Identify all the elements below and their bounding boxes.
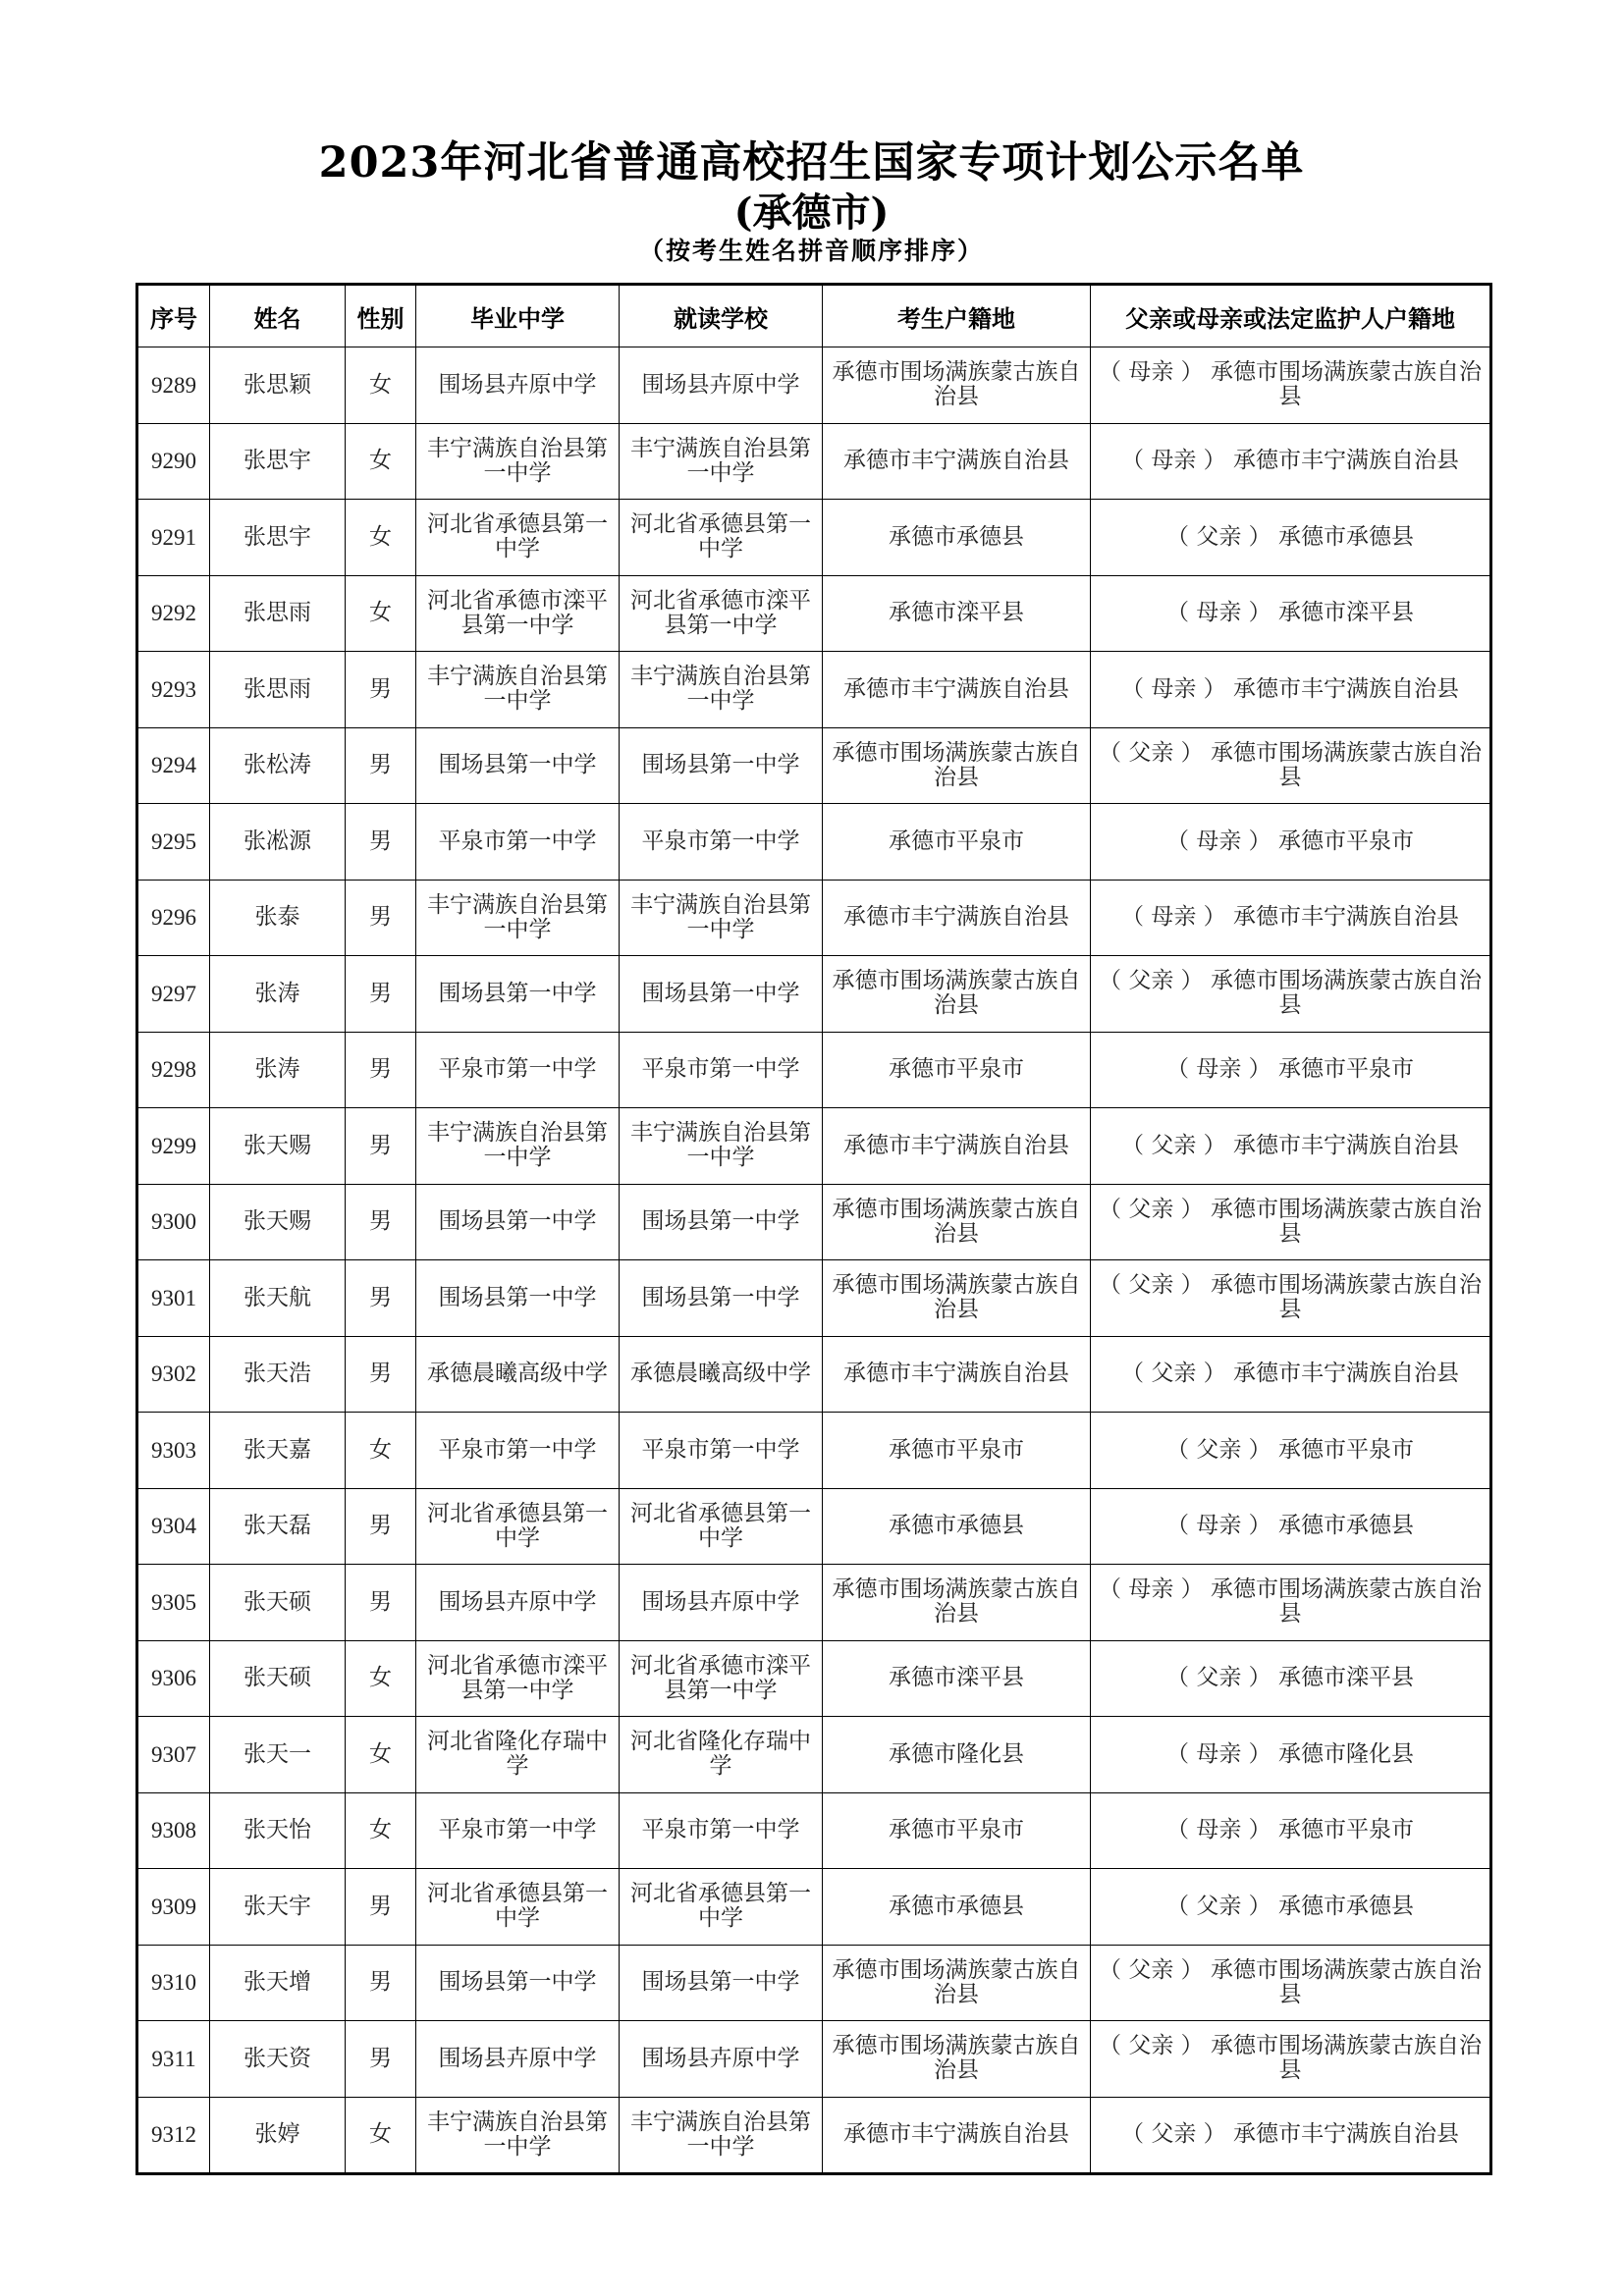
cell-no: 9290 xyxy=(137,423,210,500)
cell-guardian: （ 父亲 ） 承德市围场满族蒙古族自治县 xyxy=(1091,1184,1491,1260)
candidate-table xyxy=(135,283,1492,2175)
cell-name: 张涛 xyxy=(210,1032,346,1108)
cell-gender: 男 xyxy=(346,804,416,881)
cell-no: 9295 xyxy=(137,804,210,881)
cell-hukou: 承德市丰宁满族自治县 xyxy=(823,880,1091,956)
cell-name: 张天增 xyxy=(210,1945,346,2021)
col-header-name: 姓名 xyxy=(210,285,346,347)
table-row xyxy=(137,1260,1491,1337)
cell-grad-school: 丰宁满族自治县第一中学 xyxy=(416,880,620,956)
cell-study-school: 围场县第一中学 xyxy=(620,956,823,1033)
cell-gender: 男 xyxy=(346,1869,416,1946)
cell-name: 张天嘉 xyxy=(210,1413,346,1489)
cell-study-school: 河北省承德市滦平县第一中学 xyxy=(620,1640,823,1717)
cell-gender: 女 xyxy=(346,1413,416,1489)
cell-hukou: 承德市平泉市 xyxy=(823,1792,1091,1869)
cell-no: 9305 xyxy=(137,1565,210,1641)
cell-grad-school: 河北省承德市滦平县第一中学 xyxy=(416,575,620,652)
table-row xyxy=(137,347,1491,424)
cell-no: 9304 xyxy=(137,1488,210,1565)
cell-no: 9296 xyxy=(137,880,210,956)
cell-hukou: 承德市围场满族蒙古族自治县 xyxy=(823,1945,1091,2021)
cell-study-school: 围场县第一中学 xyxy=(620,727,823,804)
cell-gender: 女 xyxy=(346,1792,416,1869)
cell-grad-school: 围场县第一中学 xyxy=(416,956,620,1033)
table-row xyxy=(137,652,1491,728)
cell-guardian: （ 父亲 ） 承德市围场满族蒙古族自治县 xyxy=(1091,2021,1491,2098)
cell-guardian: （ 母亲 ） 承德市滦平县 xyxy=(1091,575,1491,652)
cell-gender: 女 xyxy=(346,500,416,576)
cell-guardian: （ 母亲 ） 承德市丰宁满族自治县 xyxy=(1091,652,1491,728)
cell-no: 9299 xyxy=(137,1108,210,1185)
page-title: 2023年河北省普通高校招生国家专项计划公示名单 xyxy=(318,138,1305,187)
cell-guardian: （ 父亲 ） 承德市承德县 xyxy=(1091,500,1491,576)
cell-gender: 男 xyxy=(346,956,416,1033)
col-header-study-school: 就读学校 xyxy=(620,285,823,347)
cell-guardian: （ 母亲 ） 承德市平泉市 xyxy=(1091,804,1491,881)
cell-no: 9297 xyxy=(137,956,210,1033)
cell-name: 张天硕 xyxy=(210,1565,346,1641)
cell-no: 9293 xyxy=(137,652,210,728)
cell-guardian: （ 母亲 ） 承德市围场满族蒙古族自治县 xyxy=(1091,1565,1491,1641)
cell-study-school: 平泉市第一中学 xyxy=(620,1413,823,1489)
cell-name: 张天硕 xyxy=(210,1640,346,1717)
cell-no: 9301 xyxy=(137,1260,210,1337)
cell-hukou: 承德市丰宁满族自治县 xyxy=(823,2097,1091,2174)
cell-grad-school: 河北省承德市滦平县第一中学 xyxy=(416,1640,620,1717)
table-row xyxy=(137,727,1491,804)
cell-guardian: （ 父亲 ） 承德市围场满族蒙古族自治县 xyxy=(1091,727,1491,804)
table-row xyxy=(137,804,1491,881)
cell-name: 张天磊 xyxy=(210,1488,346,1565)
cell-guardian: （ 父亲 ） 承德市丰宁满族自治县 xyxy=(1091,1108,1491,1185)
table-row xyxy=(137,1032,1491,1108)
cell-hukou: 承德市丰宁满族自治县 xyxy=(823,423,1091,500)
table-row xyxy=(137,1640,1491,1717)
cell-no: 9303 xyxy=(137,1413,210,1489)
cell-study-school: 围场县卉原中学 xyxy=(620,1565,823,1641)
cell-gender: 女 xyxy=(346,347,416,424)
cell-study-school: 围场县第一中学 xyxy=(620,1184,823,1260)
cell-gender: 男 xyxy=(346,1488,416,1565)
cell-guardian: （ 父亲 ） 承德市围场满族蒙古族自治县 xyxy=(1091,1945,1491,2021)
cell-grad-school: 围场县第一中学 xyxy=(416,1260,620,1337)
cell-name: 张天怡 xyxy=(210,1792,346,1869)
cell-grad-school: 承德晨曦高级中学 xyxy=(416,1336,620,1413)
table-row xyxy=(137,956,1491,1033)
cell-grad-school: 平泉市第一中学 xyxy=(416,804,620,881)
cell-no: 9308 xyxy=(137,1792,210,1869)
cell-hukou: 承德市承德县 xyxy=(823,1488,1091,1565)
table-header-row xyxy=(137,285,1491,347)
cell-guardian: （ 父亲 ） 承德市围场满族蒙古族自治县 xyxy=(1091,956,1491,1033)
cell-study-school: 河北省承德县第一中学 xyxy=(620,1869,823,1946)
cell-hukou: 承德市平泉市 xyxy=(823,1032,1091,1108)
cell-grad-school: 丰宁满族自治县第一中学 xyxy=(416,652,620,728)
cell-no: 9310 xyxy=(137,1945,210,2021)
table-row xyxy=(137,1488,1491,1565)
cell-gender: 女 xyxy=(346,2097,416,2174)
cell-guardian: （ 父亲 ） 承德市丰宁满族自治县 xyxy=(1091,2097,1491,2174)
cell-hukou: 承德市丰宁满族自治县 xyxy=(823,1336,1091,1413)
cell-hukou: 承德市围场满族蒙古族自治县 xyxy=(823,1565,1091,1641)
cell-hukou: 承德市围场满族蒙古族自治县 xyxy=(823,2021,1091,2098)
table-row xyxy=(137,1565,1491,1641)
cell-guardian: （ 母亲 ） 承德市平泉市 xyxy=(1091,1792,1491,1869)
cell-hukou: 承德市平泉市 xyxy=(823,1413,1091,1489)
cell-gender: 男 xyxy=(346,1945,416,2021)
cell-grad-school: 丰宁满族自治县第一中学 xyxy=(416,2097,620,2174)
cell-grad-school: 河北省隆化存瑞中学 xyxy=(416,1717,620,1793)
cell-guardian: （ 母亲 ） 承德市围场满族蒙古族自治县 xyxy=(1091,347,1491,424)
cell-gender: 男 xyxy=(346,1032,416,1108)
table-row xyxy=(137,423,1491,500)
cell-gender: 女 xyxy=(346,1640,416,1717)
cell-study-school: 丰宁满族自治县第一中学 xyxy=(620,652,823,728)
cell-name: 张天航 xyxy=(210,1260,346,1337)
cell-study-school: 丰宁满族自治县第一中学 xyxy=(620,423,823,500)
cell-gender: 男 xyxy=(346,1108,416,1185)
cell-study-school: 围场县第一中学 xyxy=(620,1945,823,2021)
cell-gender: 女 xyxy=(346,575,416,652)
cell-name: 张思颖 xyxy=(210,347,346,424)
cell-study-school: 丰宁满族自治县第一中学 xyxy=(620,880,823,956)
col-header-no: 序号 xyxy=(137,285,210,347)
cell-study-school: 围场县卉原中学 xyxy=(620,347,823,424)
table-row xyxy=(137,1413,1491,1489)
cell-gender: 女 xyxy=(346,423,416,500)
col-header-gender: 性别 xyxy=(346,285,416,347)
cell-grad-school: 河北省承德县第一中学 xyxy=(416,500,620,576)
cell-no: 9300 xyxy=(137,1184,210,1260)
cell-no: 9291 xyxy=(137,500,210,576)
cell-name: 张泰 xyxy=(210,880,346,956)
table-row xyxy=(137,1869,1491,1946)
cell-name: 张凇源 xyxy=(210,804,346,881)
cell-name: 张思宇 xyxy=(210,500,346,576)
cell-guardian: （ 父亲 ） 承德市滦平县 xyxy=(1091,1640,1491,1717)
cell-no: 9312 xyxy=(137,2097,210,2174)
cell-name: 张天赐 xyxy=(210,1108,346,1185)
cell-study-school: 平泉市第一中学 xyxy=(620,1032,823,1108)
cell-guardian: （ 父亲 ） 承德市承德县 xyxy=(1091,1869,1491,1946)
cell-grad-school: 河北省承德县第一中学 xyxy=(416,1488,620,1565)
cell-guardian: （ 父亲 ） 承德市平泉市 xyxy=(1091,1413,1491,1489)
cell-name: 张天宇 xyxy=(210,1869,346,1946)
table-row xyxy=(137,2021,1491,2098)
cell-name: 张涛 xyxy=(210,956,346,1033)
cell-name: 张思宇 xyxy=(210,423,346,500)
cell-study-school: 河北省承德市滦平县第一中学 xyxy=(620,575,823,652)
cell-hukou: 承德市围场满族蒙古族自治县 xyxy=(823,347,1091,424)
cell-study-school: 河北省承德县第一中学 xyxy=(620,500,823,576)
cell-no: 9306 xyxy=(137,1640,210,1717)
col-header-hukou: 考生户籍地 xyxy=(823,285,1091,347)
cell-hukou: 承德市围场满族蒙古族自治县 xyxy=(823,727,1091,804)
cell-hukou: 承德市围场满族蒙古族自治县 xyxy=(823,1184,1091,1260)
cell-hukou: 承德市承德县 xyxy=(823,500,1091,576)
cell-grad-school: 丰宁满族自治县第一中学 xyxy=(416,423,620,500)
cell-no: 9294 xyxy=(137,727,210,804)
cell-study-school: 丰宁满族自治县第一中学 xyxy=(620,2097,823,2174)
cell-no: 9302 xyxy=(137,1336,210,1413)
cell-gender: 男 xyxy=(346,727,416,804)
cell-study-school: 丰宁满族自治县第一中学 xyxy=(620,1108,823,1185)
cell-name: 张婷 xyxy=(210,2097,346,2174)
cell-gender: 男 xyxy=(346,1565,416,1641)
cell-name: 张思雨 xyxy=(210,575,346,652)
cell-hukou: 承德市承德县 xyxy=(823,1869,1091,1946)
cell-guardian: （ 母亲 ） 承德市隆化县 xyxy=(1091,1717,1491,1793)
cell-name: 张松涛 xyxy=(210,727,346,804)
table-row xyxy=(137,1792,1491,1869)
cell-grad-school: 河北省承德县第一中学 xyxy=(416,1869,620,1946)
cell-hukou: 承德市滦平县 xyxy=(823,1640,1091,1717)
cell-grad-school: 围场县第一中学 xyxy=(416,1945,620,2021)
page-subtitle: (承德市) xyxy=(733,189,890,236)
cell-name: 张天浩 xyxy=(210,1336,346,1413)
cell-name: 张天一 xyxy=(210,1717,346,1793)
table-row xyxy=(137,575,1491,652)
col-header-guardian: 父亲或母亲或法定监护人户籍地 xyxy=(1091,285,1491,347)
cell-grad-school: 围场县卉原中学 xyxy=(416,1565,620,1641)
cell-name: 张思雨 xyxy=(210,652,346,728)
cell-guardian: （ 母亲 ） 承德市丰宁满族自治县 xyxy=(1091,423,1491,500)
table-body xyxy=(137,347,1491,2174)
table-row xyxy=(137,500,1491,576)
cell-hukou: 承德市围场满族蒙古族自治县 xyxy=(823,1260,1091,1337)
cell-gender: 男 xyxy=(346,1336,416,1413)
cell-grad-school: 丰宁满族自治县第一中学 xyxy=(416,1108,620,1185)
cell-no: 9289 xyxy=(137,347,210,424)
cell-hukou: 承德市丰宁满族自治县 xyxy=(823,652,1091,728)
cell-study-school: 河北省隆化存瑞中学 xyxy=(620,1717,823,1793)
cell-grad-school: 围场县卉原中学 xyxy=(416,2021,620,2098)
cell-hukou: 承德市隆化县 xyxy=(823,1717,1091,1793)
cell-study-school: 平泉市第一中学 xyxy=(620,1792,823,1869)
cell-no: 9309 xyxy=(137,1869,210,1946)
cell-grad-school: 平泉市第一中学 xyxy=(416,1413,620,1489)
cell-grad-school: 围场县第一中学 xyxy=(416,727,620,804)
cell-no: 9298 xyxy=(137,1032,210,1108)
table-row xyxy=(137,1945,1491,2021)
cell-grad-school: 围场县第一中学 xyxy=(416,1184,620,1260)
cell-study-school: 承德晨曦高级中学 xyxy=(620,1336,823,1413)
cell-guardian: （ 母亲 ） 承德市平泉市 xyxy=(1091,1032,1491,1108)
table-row xyxy=(137,1108,1491,1185)
cell-gender: 男 xyxy=(346,880,416,956)
cell-gender: 男 xyxy=(346,2021,416,2098)
table-row xyxy=(137,2097,1491,2174)
table-row xyxy=(137,1717,1491,1793)
cell-gender: 男 xyxy=(346,652,416,728)
cell-grad-school: 平泉市第一中学 xyxy=(416,1792,620,1869)
cell-no: 9292 xyxy=(137,575,210,652)
sort-note: （按考生姓名拼音顺序排序） xyxy=(638,237,984,265)
col-header-grad-school: 毕业中学 xyxy=(416,285,620,347)
cell-no: 9311 xyxy=(137,2021,210,2098)
table-row xyxy=(137,1184,1491,1260)
cell-name: 张天资 xyxy=(210,2021,346,2098)
cell-guardian: （ 母亲 ） 承德市承德县 xyxy=(1091,1488,1491,1565)
cell-study-school: 河北省承德县第一中学 xyxy=(620,1488,823,1565)
cell-gender: 女 xyxy=(346,1717,416,1793)
cell-hukou: 承德市围场满族蒙古族自治县 xyxy=(823,956,1091,1033)
table-row xyxy=(137,880,1491,956)
cell-no: 9307 xyxy=(137,1717,210,1793)
cell-hukou: 承德市丰宁满族自治县 xyxy=(823,1108,1091,1185)
cell-study-school: 平泉市第一中学 xyxy=(620,804,823,881)
cell-hukou: 承德市滦平县 xyxy=(823,575,1091,652)
cell-grad-school: 平泉市第一中学 xyxy=(416,1032,620,1108)
cell-guardian: （ 父亲 ） 承德市丰宁满族自治县 xyxy=(1091,1336,1491,1413)
table-row xyxy=(137,1336,1491,1413)
cell-guardian: （ 母亲 ） 承德市丰宁满族自治县 xyxy=(1091,880,1491,956)
cell-grad-school: 围场县卉原中学 xyxy=(416,347,620,424)
cell-gender: 男 xyxy=(346,1184,416,1260)
cell-study-school: 围场县卉原中学 xyxy=(620,2021,823,2098)
cell-study-school: 围场县第一中学 xyxy=(620,1260,823,1337)
cell-name: 张天赐 xyxy=(210,1184,346,1260)
cell-guardian: （ 父亲 ） 承德市围场满族蒙古族自治县 xyxy=(1091,1260,1491,1337)
cell-hukou: 承德市平泉市 xyxy=(823,804,1091,881)
cell-gender: 男 xyxy=(346,1260,416,1337)
